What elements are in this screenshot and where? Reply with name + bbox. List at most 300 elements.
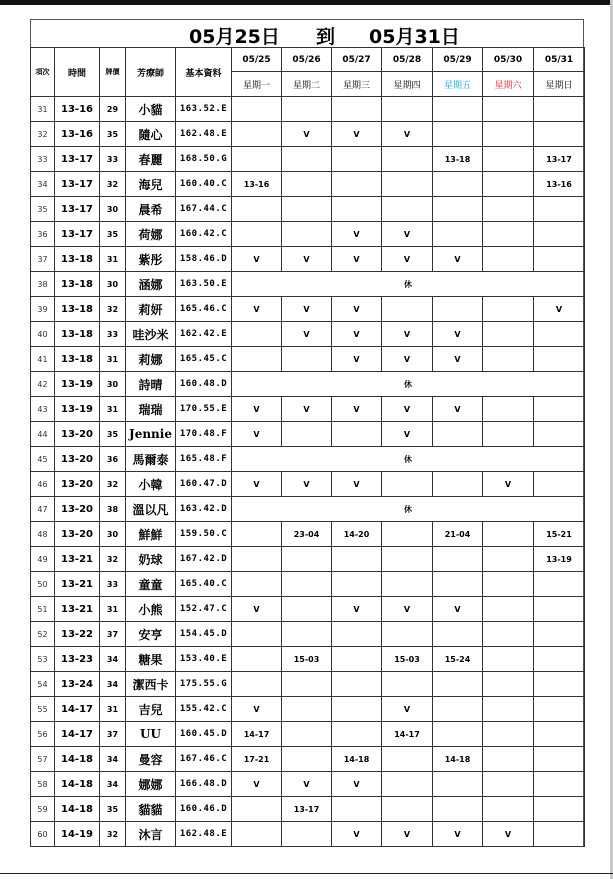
- header-date: 05/28: [382, 48, 433, 72]
- row-day-cell: 13-18: [433, 147, 483, 172]
- row-day-cell: [433, 772, 483, 797]
- row-day-cell: [382, 472, 433, 497]
- title-to: 到: [316, 26, 336, 48]
- row-time: 13-20: [55, 472, 100, 497]
- row-day-cell: [534, 597, 585, 622]
- row-day-cell: 15-24: [433, 647, 483, 672]
- row-day-cell: 13-17: [282, 797, 332, 822]
- row-day-cell: V: [232, 697, 282, 722]
- row-time: 13-16: [55, 122, 100, 147]
- top-edge-bar: [0, 0, 613, 5]
- table-row: [31, 422, 585, 447]
- row-time: 13-20: [55, 447, 100, 472]
- row-plate: 31: [100, 347, 126, 372]
- row-index: 33: [31, 147, 55, 172]
- row-therapist-name: 吉兒: [126, 697, 176, 722]
- row-day-cell: V: [232, 297, 282, 322]
- row-day-cell: [332, 672, 382, 697]
- row-therapist-name: 莉娜: [126, 347, 176, 372]
- row-day-cell: [534, 747, 585, 772]
- row-day-cell: [382, 797, 433, 822]
- row-day-cell: [282, 147, 332, 172]
- row-plate: 33: [100, 572, 126, 597]
- row-plate: 31: [100, 247, 126, 272]
- row-day-cell: [282, 547, 332, 572]
- row-day-cell: [232, 522, 282, 547]
- row-index: 51: [31, 597, 55, 622]
- row-basic-info: 170.48.F: [176, 422, 232, 447]
- row-basic-info: 163.52.E: [176, 97, 232, 122]
- row-plate: 38: [100, 497, 126, 522]
- header-row-dates: [31, 48, 585, 72]
- row-day-cell: V: [232, 422, 282, 447]
- row-day-cell: [433, 197, 483, 222]
- row-plate: 34: [100, 747, 126, 772]
- row-day-cell: V: [332, 472, 382, 497]
- row-therapist-name: 溫以凡: [126, 497, 176, 522]
- table-row: [31, 747, 585, 772]
- row-day-cell: V: [332, 347, 382, 372]
- row-day-cell: [282, 572, 332, 597]
- table-row: [31, 347, 585, 372]
- row-time: 13-19: [55, 372, 100, 397]
- row-index: 32: [31, 122, 55, 147]
- row-day-cell: V: [433, 347, 483, 372]
- row-plate: 35: [100, 222, 126, 247]
- row-plate: 32: [100, 547, 126, 572]
- row-day-cell: [483, 572, 534, 597]
- row-index: 46: [31, 472, 55, 497]
- row-index: 40: [31, 322, 55, 347]
- table-row: [31, 572, 585, 597]
- row-index: 36: [31, 222, 55, 247]
- row-day-cell: [483, 97, 534, 122]
- table-row: [31, 147, 585, 172]
- row-day-cell: [282, 622, 332, 647]
- row-index: 39: [31, 297, 55, 322]
- row-day-cell: V: [534, 297, 585, 322]
- row-therapist-name: 紫彤: [126, 247, 176, 272]
- row-day-cell: [534, 222, 585, 247]
- row-day-cell: V: [382, 322, 433, 347]
- row-day-cell: V: [433, 322, 483, 347]
- row-time: 13-20: [55, 422, 100, 447]
- row-day-cell: V: [332, 397, 382, 422]
- row-day-cell: V: [282, 772, 332, 797]
- row-plate: 30: [100, 197, 126, 222]
- header-weekday: 星期日: [534, 72, 585, 97]
- row-day-cell: 14-18: [433, 747, 483, 772]
- row-day-cell: [232, 672, 282, 697]
- row-day-cell: [483, 247, 534, 272]
- row-day-cell: V: [483, 472, 534, 497]
- row-day-cell: [332, 697, 382, 722]
- row-day-cell: [282, 172, 332, 197]
- row-day-cell: [433, 222, 483, 247]
- row-time: 13-20: [55, 497, 100, 522]
- table-row: [31, 497, 585, 522]
- row-time: 13-17: [55, 222, 100, 247]
- row-day-cell: [232, 147, 282, 172]
- row-time: 14-18: [55, 747, 100, 772]
- row-day-cell: V: [382, 222, 433, 247]
- table-row: [31, 597, 585, 622]
- row-day-cell: [433, 622, 483, 647]
- row-day-cell: [332, 172, 382, 197]
- row-time: 14-19: [55, 822, 100, 847]
- row-day-cell: [483, 422, 534, 447]
- row-therapist-name: 潔西卡: [126, 672, 176, 697]
- header-weekday-saturday-like: 星期五: [433, 72, 483, 97]
- header-date: 05/26: [282, 48, 332, 72]
- row-day-cell: [282, 697, 332, 722]
- row-day-cell: V: [433, 397, 483, 422]
- row-day-cell: [282, 747, 332, 772]
- table-row: [31, 547, 585, 572]
- row-therapist-name: 鮮鮮: [126, 522, 176, 547]
- row-day-cell: [382, 172, 433, 197]
- row-day-cell: [232, 347, 282, 372]
- header-date: 05/30: [483, 48, 534, 72]
- table-row: [31, 472, 585, 497]
- row-day-cell: [232, 222, 282, 247]
- header-weekday: 星期三: [332, 72, 382, 97]
- row-index: 38: [31, 272, 55, 297]
- row-index: 31: [31, 97, 55, 122]
- row-day-cell: [433, 572, 483, 597]
- row-index: 52: [31, 622, 55, 647]
- row-plate: 34: [100, 672, 126, 697]
- row-time: 13-17: [55, 147, 100, 172]
- row-basic-info: 155.42.C: [176, 697, 232, 722]
- row-plate: 32: [100, 472, 126, 497]
- row-day-cell: 14-18: [332, 747, 382, 772]
- row-day-cell: [282, 722, 332, 747]
- row-day-cell: V: [232, 397, 282, 422]
- row-plate: 37: [100, 722, 126, 747]
- row-day-cell: V: [433, 597, 483, 622]
- row-day-cell: V: [382, 122, 433, 147]
- row-day-cell: [382, 197, 433, 222]
- header-weekday: 星期二: [282, 72, 332, 97]
- row-day-cell: [382, 772, 433, 797]
- row-day-cell: [534, 197, 585, 222]
- table-row: [31, 322, 585, 347]
- row-day-cell: 14-17: [232, 722, 282, 747]
- row-day-cell: V: [282, 322, 332, 347]
- row-day-cell: [483, 122, 534, 147]
- row-day-cell: V: [332, 772, 382, 797]
- row-day-cell: [483, 172, 534, 197]
- row-therapist-name: 隨心: [126, 122, 176, 147]
- row-time: 13-21: [55, 572, 100, 597]
- row-basic-info: 168.50.G: [176, 147, 232, 172]
- schedule-title: [30, 22, 584, 46]
- row-therapist-name: 小韓: [126, 472, 176, 497]
- row-day-cell: 21-04: [433, 522, 483, 547]
- row-index: 59: [31, 797, 55, 822]
- row-therapist-name: 莉妍: [126, 297, 176, 322]
- row-index: 60: [31, 822, 55, 847]
- row-basic-info: 160.45.D: [176, 722, 232, 747]
- row-therapist-name: 貓貓: [126, 797, 176, 822]
- title-start-date: 05月25日: [189, 26, 280, 48]
- row-index: 58: [31, 772, 55, 797]
- row-basic-info: 167.46.C: [176, 747, 232, 772]
- row-day-cell: [483, 772, 534, 797]
- row-day-cell: [232, 322, 282, 347]
- row-index: 43: [31, 397, 55, 422]
- row-day-cell: [534, 672, 585, 697]
- row-day-cell: [332, 547, 382, 572]
- row-day-cell: [332, 722, 382, 747]
- row-therapist-name: 海兒: [126, 172, 176, 197]
- row-time: 13-21: [55, 597, 100, 622]
- row-plate: 33: [100, 147, 126, 172]
- row-day-cell: 13-19: [534, 547, 585, 572]
- row-basic-info: 162.42.E: [176, 322, 232, 347]
- row-day-cell: V: [282, 247, 332, 272]
- row-time: 13-18: [55, 322, 100, 347]
- row-day-off: 休: [232, 497, 585, 522]
- row-basic-info: 160.47.D: [176, 472, 232, 497]
- table-row: [31, 522, 585, 547]
- row-day-cell: [483, 697, 534, 722]
- row-day-cell: V: [282, 122, 332, 147]
- row-therapist-name: 涵娜: [126, 272, 176, 297]
- row-day-cell: [232, 822, 282, 847]
- row-day-cell: [483, 597, 534, 622]
- row-index: 53: [31, 647, 55, 672]
- row-therapist-name: 晨希: [126, 197, 176, 222]
- row-plate: 32: [100, 172, 126, 197]
- row-day-cell: [483, 297, 534, 322]
- row-day-cell: [433, 722, 483, 747]
- table-row: [31, 772, 585, 797]
- row-time: 13-20: [55, 522, 100, 547]
- row-day-cell: [382, 572, 433, 597]
- row-day-cell: [332, 622, 382, 647]
- table-row: [31, 622, 585, 647]
- row-index: 37: [31, 247, 55, 272]
- row-day-cell: [232, 122, 282, 147]
- row-day-cell: 13-16: [232, 172, 282, 197]
- header-weekday: 星期四: [382, 72, 433, 97]
- row-index: 50: [31, 572, 55, 597]
- table-row: [31, 97, 585, 122]
- row-day-cell: V: [483, 822, 534, 847]
- row-day-cell: V: [382, 822, 433, 847]
- header-date: 05/29: [433, 48, 483, 72]
- row-day-cell: [382, 522, 433, 547]
- row-day-cell: [433, 547, 483, 572]
- row-day-cell: [232, 547, 282, 572]
- row-day-cell: [483, 747, 534, 772]
- row-day-cell: [534, 797, 585, 822]
- row-plate: 34: [100, 647, 126, 672]
- schedule-table: [30, 47, 585, 847]
- row-day-cell: [282, 822, 332, 847]
- table-row: [31, 697, 585, 722]
- row-plate: 32: [100, 297, 126, 322]
- row-plate: 36: [100, 447, 126, 472]
- bottom-rule: [0, 873, 613, 874]
- header-info: 基本資料: [176, 48, 232, 97]
- row-plate: 35: [100, 122, 126, 147]
- row-basic-info: 162.48.E: [176, 122, 232, 147]
- row-day-cell: [282, 347, 332, 372]
- row-index: 48: [31, 522, 55, 547]
- row-therapist-name: Jennie: [126, 422, 176, 447]
- row-index: 34: [31, 172, 55, 197]
- row-day-cell: [433, 122, 483, 147]
- row-day-cell: [534, 97, 585, 122]
- row-plate: 35: [100, 422, 126, 447]
- row-day-cell: [534, 622, 585, 647]
- row-day-cell: V: [332, 222, 382, 247]
- header-plate: 牌價: [100, 48, 126, 97]
- row-day-cell: [332, 97, 382, 122]
- row-day-cell: [483, 197, 534, 222]
- row-time: 13-22: [55, 622, 100, 647]
- row-plate: 33: [100, 322, 126, 347]
- row-index: 55: [31, 697, 55, 722]
- row-day-cell: [534, 472, 585, 497]
- row-day-cell: [534, 247, 585, 272]
- row-plate: 32: [100, 822, 126, 847]
- title-end-date: 05月31日: [369, 26, 460, 48]
- row-day-cell: V: [282, 397, 332, 422]
- row-therapist-name: 小熊: [126, 597, 176, 622]
- table-row: [31, 172, 585, 197]
- row-day-cell: V: [382, 597, 433, 622]
- row-day-cell: V: [433, 822, 483, 847]
- row-day-cell: 13-17: [534, 147, 585, 172]
- row-day-cell: 23-04: [282, 522, 332, 547]
- row-day-cell: [433, 97, 483, 122]
- row-day-cell: 14-17: [382, 722, 433, 747]
- row-basic-info: 166.48.D: [176, 772, 232, 797]
- row-therapist-name: 詩晴: [126, 372, 176, 397]
- table-row: [31, 672, 585, 697]
- table-row: [31, 822, 585, 847]
- row-time: 13-17: [55, 172, 100, 197]
- row-index: 41: [31, 347, 55, 372]
- row-day-cell: V: [382, 247, 433, 272]
- row-therapist-name: UU: [126, 722, 176, 747]
- row-day-cell: [282, 97, 332, 122]
- table-row: [31, 397, 585, 422]
- row-index: 45: [31, 447, 55, 472]
- row-day-cell: [534, 347, 585, 372]
- row-day-cell: [483, 622, 534, 647]
- row-day-cell: [332, 647, 382, 672]
- row-day-cell: V: [332, 247, 382, 272]
- row-basic-info: 160.42.C: [176, 222, 232, 247]
- row-therapist-name: 沐言: [126, 822, 176, 847]
- row-day-cell: [483, 547, 534, 572]
- row-day-cell: [282, 422, 332, 447]
- row-basic-info: 160.48.D: [176, 372, 232, 397]
- row-day-cell: V: [382, 397, 433, 422]
- row-time: 14-17: [55, 697, 100, 722]
- row-time: 13-18: [55, 347, 100, 372]
- row-basic-info: 165.40.C: [176, 572, 232, 597]
- row-time: 13-18: [55, 247, 100, 272]
- row-time: 13-21: [55, 547, 100, 572]
- row-day-cell: [534, 822, 585, 847]
- row-day-cell: V: [382, 697, 433, 722]
- row-basic-info: 152.47.C: [176, 597, 232, 622]
- header-date: 05/25: [232, 48, 282, 72]
- row-basic-info: 167.44.C: [176, 197, 232, 222]
- row-day-cell: [433, 672, 483, 697]
- table-row: [31, 297, 585, 322]
- row-plate: 29: [100, 97, 126, 122]
- row-plate: 34: [100, 772, 126, 797]
- row-time: 13-16: [55, 97, 100, 122]
- row-therapist-name: 瑞瑞: [126, 397, 176, 422]
- row-day-cell: V: [332, 122, 382, 147]
- row-therapist-name: 哇沙米: [126, 322, 176, 347]
- row-day-cell: [534, 697, 585, 722]
- row-day-cell: 13-16: [534, 172, 585, 197]
- header-time: 時間: [55, 48, 100, 97]
- row-basic-info: 165.46.C: [176, 297, 232, 322]
- table-row: [31, 372, 585, 397]
- row-day-cell: V: [332, 322, 382, 347]
- row-therapist-name: 荷娜: [126, 222, 176, 247]
- row-index: 35: [31, 197, 55, 222]
- row-day-cell: [382, 147, 433, 172]
- row-plate: 37: [100, 622, 126, 647]
- row-therapist-name: 馬爾泰: [126, 447, 176, 472]
- table-row: [31, 122, 585, 147]
- row-index: 42: [31, 372, 55, 397]
- header-name: 芳療師: [126, 48, 176, 97]
- row-day-off: 休: [232, 447, 585, 472]
- row-day-cell: [534, 397, 585, 422]
- row-time: 13-19: [55, 397, 100, 422]
- header-date: 05/27: [332, 48, 382, 72]
- row-day-cell: [282, 672, 332, 697]
- row-time: 13-17: [55, 197, 100, 222]
- row-day-cell: [332, 797, 382, 822]
- row-day-cell: [232, 647, 282, 672]
- row-day-cell: [232, 197, 282, 222]
- row-therapist-name: 童童: [126, 572, 176, 597]
- row-time: 14-18: [55, 772, 100, 797]
- row-day-cell: 15-21: [534, 522, 585, 547]
- row-day-cell: [483, 797, 534, 822]
- row-index: 54: [31, 672, 55, 697]
- row-day-cell: V: [232, 472, 282, 497]
- header-index: 項次: [31, 48, 55, 97]
- row-day-cell: [433, 472, 483, 497]
- row-basic-info: 175.55.G: [176, 672, 232, 697]
- row-day-cell: [483, 672, 534, 697]
- row-day-cell: [232, 572, 282, 597]
- row-day-cell: [483, 322, 534, 347]
- row-day-cell: [433, 697, 483, 722]
- row-day-cell: [483, 397, 534, 422]
- row-plate: 31: [100, 697, 126, 722]
- row-day-cell: V: [232, 772, 282, 797]
- row-basic-info: 159.50.C: [176, 522, 232, 547]
- row-day-cell: [382, 747, 433, 772]
- row-day-cell: [483, 222, 534, 247]
- row-day-off: 休: [232, 372, 585, 397]
